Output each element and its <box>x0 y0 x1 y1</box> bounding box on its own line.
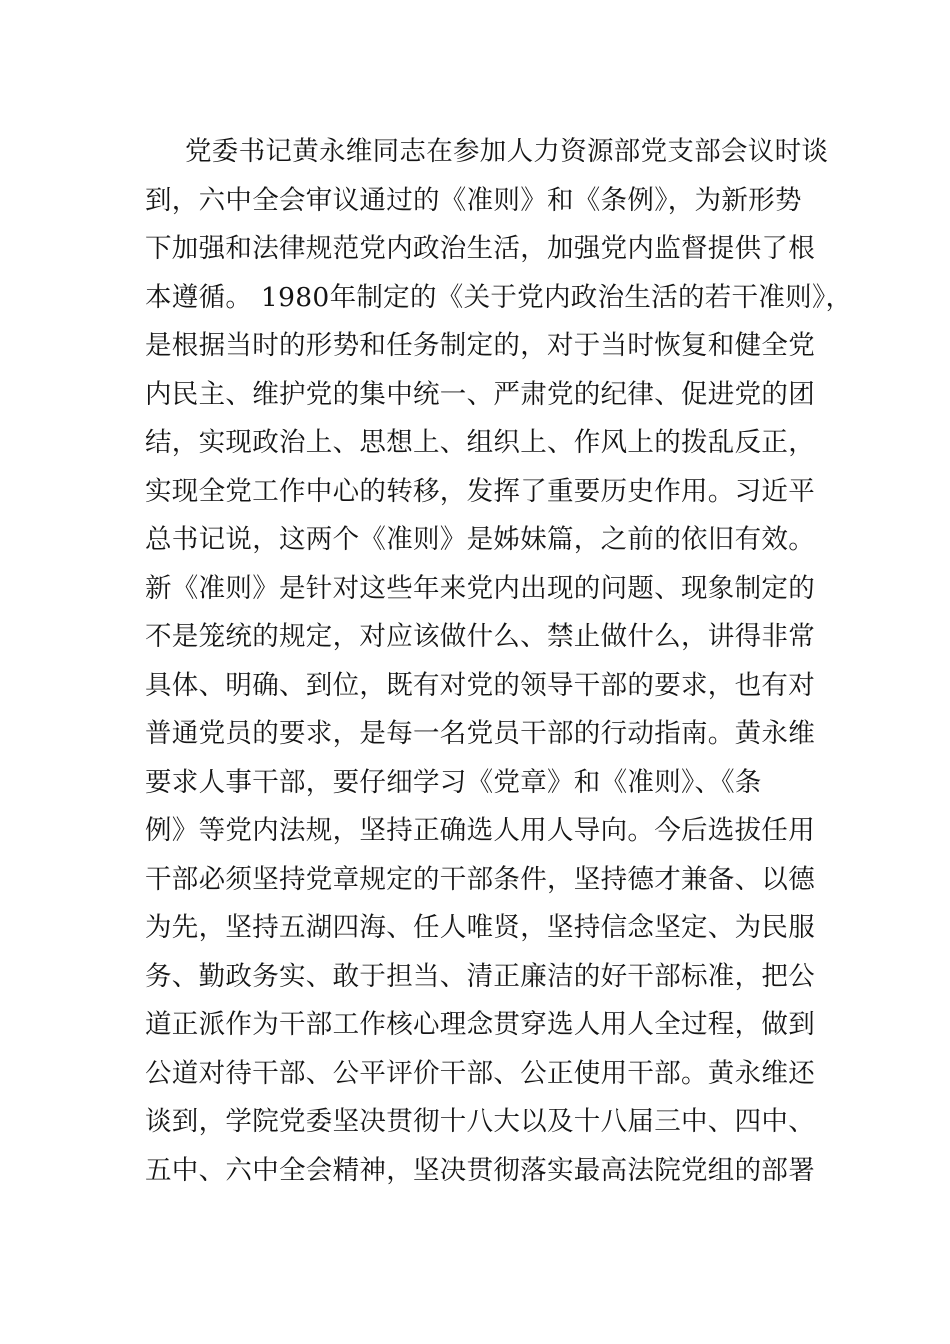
text-line: 实现全党工作中心的转移，发挥了重要历史作用。习近平 <box>145 475 815 507</box>
text-line: 新《准则》是针对这些年来党内出现的问题、现象制定的 <box>145 572 815 604</box>
text-line: 是根据当时的形势和任务制定的，对于当时恢复和健全党 <box>145 330 815 361</box>
text-line: 不是笼统的规定，对应该做什么、禁止做什么，讲得非常 <box>145 621 815 652</box>
text-line: 要求人事干部，要仔细学习《党章》和《准则》、《条 <box>145 766 762 798</box>
text-line: 务、勤政务实、敢于担当、清正廉洁的好干部标准，把公 <box>145 960 815 992</box>
text-line: 五中、六中全会精神，坚决贯彻落实最高法院党组的部署 <box>145 1154 815 1186</box>
text-line: 内民主、维护党的集中统一、严肃党的纪律、促进党的团 <box>145 378 815 410</box>
text-line: 普通党员的要求，是每一名党员干部的行动指南。黄永维 <box>145 718 815 749</box>
text-line: 干部必须坚持党章规定的干部条件，坚持德才兼备、以德 <box>145 863 815 895</box>
text-line: 例》等党内法规，坚持正确选人用人导向。今后选拔任用 <box>145 815 815 846</box>
text-line: 道正派作为干部工作核心理念贯穿选人用人全过程，做到 <box>145 1009 815 1040</box>
text-line: 谈到，学院党委坚决贯彻十八大以及十八届三中、四中、 <box>145 1106 815 1137</box>
text-line: 为先，坚持五湖四海、任人唯贤，坚持信念坚定、为民服 <box>145 912 815 943</box>
text-line: 具体、明确、到位，既有对党的领导干部的要求，也有对 <box>145 669 815 701</box>
text-line: 公道对待干部、公平评价干部、公正使用干部。黄永维还 <box>145 1057 815 1089</box>
text-line: 结，实现政治上、思想上、组织上、作风上的拨乱反正， <box>145 427 815 458</box>
text-line: 到，六中全会审议通过的《准则》和《条例》，为新形势 <box>145 184 802 216</box>
text-line: 本遵循。 1980年制定的《关于党内政治生活的若干准则》， <box>145 281 853 313</box>
text-line: 党委书记黄永维同志在参加人力资源部党支部会议时谈 <box>185 136 829 167</box>
text-line: 总书记说，这两个《准则》是姊妹篇，之前的依旧有效。 <box>145 524 815 555</box>
body-paragraph <box>145 128 853 1195</box>
text-line: 下加强和法律规范党内政治生活，加强党内监督提供了根 <box>145 233 815 264</box>
